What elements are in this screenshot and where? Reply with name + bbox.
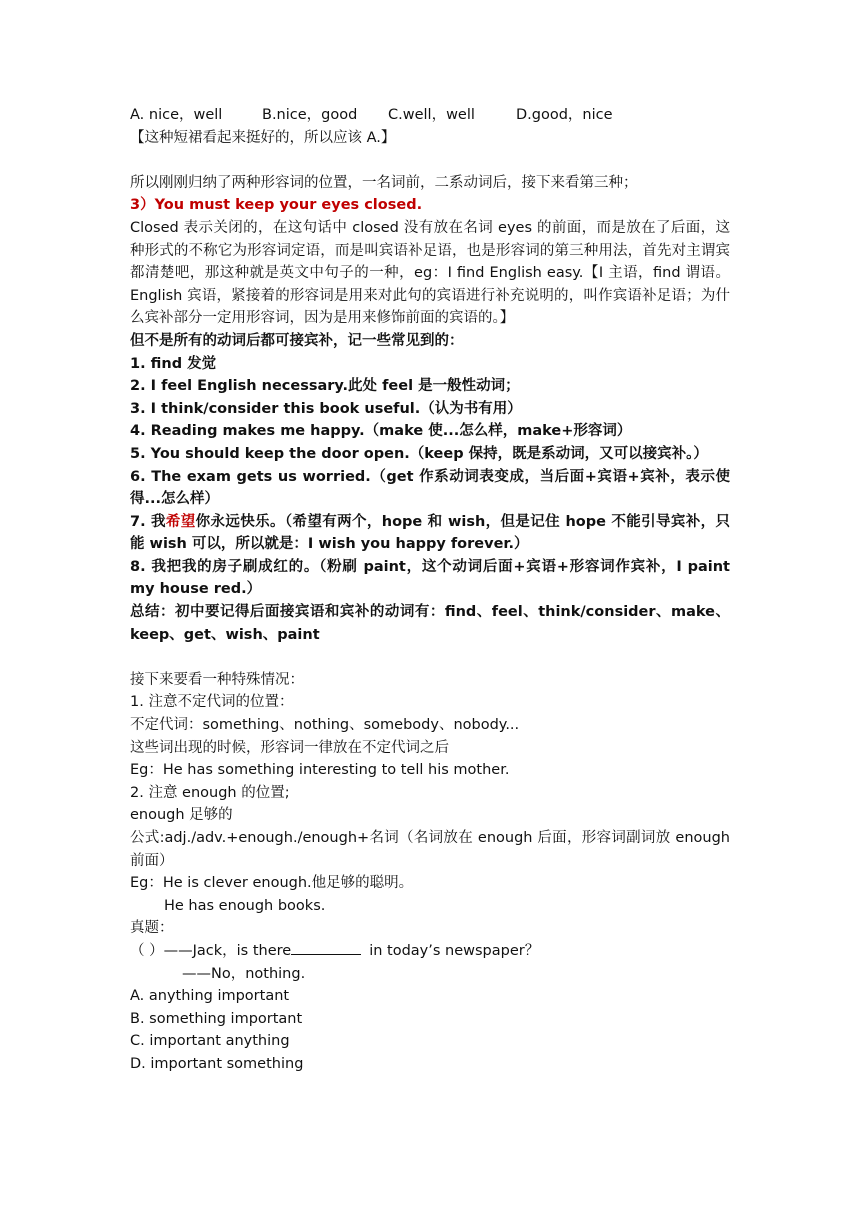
summary: 总结：初中要记得后面接宾语和宾补的动词有：find、feel、think/consider、make、keep、get、wish、paint <box>130 604 730 643</box>
option-d: D.good，nice <box>516 107 613 123</box>
item7-highlight: 希望 <box>165 513 196 530</box>
option-a: A. nice，well <box>130 107 223 123</box>
spacer <box>130 646 730 669</box>
point-2-definition: enough 足够的 <box>130 807 233 824</box>
verbs-intro: 但不是所有的动词后都可接宾补，记一些常见到的： <box>130 332 464 349</box>
exam-option: D. important something <box>130 1055 304 1072</box>
verb-item: 2. I feel English necessary.此处 feel 是一般性动词； <box>130 378 520 395</box>
verb-item: 6. The exam gets us worried.（get 作系动词表变成，当后面+宾语+宾补，表示使得...怎么样） <box>130 468 730 508</box>
verb-item: 4. Reading makes me happy.（make 使...怎么样，make+形容词） <box>130 423 632 440</box>
verb-item: 5. You should keep the door open.（keep 保持，既是系动词，又可以接宾补。） <box>130 445 708 462</box>
point-1-rule: 这些词出现的时候，形容词一律放在不定代词之后 <box>130 739 449 756</box>
point-2-title: 2. 注意 enough 的位置; <box>130 784 290 801</box>
example-3-title: 3）You must keep your eyes closed. <box>130 197 423 214</box>
exam-question-post: in today’s newspaper？ <box>369 942 540 959</box>
intro-third-usage: 所以刚刚归纳了两种形容词的位置，一名词前，二系动词后，接下来看第三种； <box>130 174 638 191</box>
item7-post: 你永远快乐。（希望有两个，hope 和 wish，但是记住 hope 不能引导宾补，只能 wish 可以，所以就是：I wish you happy forever.） <box>130 513 730 553</box>
point-1-definition: 不定代词：something、nothing、somebody、nobody... <box>130 717 520 734</box>
verb-item-7 <box>130 511 730 556</box>
point-2-example-2: He has enough books. <box>164 897 326 914</box>
point-1-title: 1. 注意不定代词的位置： <box>130 694 294 711</box>
exam-answer: ——No，nothing. <box>182 965 306 982</box>
question-explanation: 【这种短裙看起来挺好的，所以应该 A.】 <box>130 129 396 146</box>
exam-title: 真题： <box>130 920 174 937</box>
verb-item-8: 8. 我把我的房子刷成红的。（粉刷 paint，这个动词后面+宾语+形容词作宾补，I paint my house red.） <box>130 558 730 598</box>
verb-item: 1. find 发觉 <box>130 355 217 372</box>
spacer <box>130 149 730 172</box>
option-c: C.well，well <box>388 107 475 123</box>
exam-question <box>130 940 730 963</box>
exam-option: C. important anything <box>130 1033 290 1050</box>
exam-option: B. something important <box>130 1010 303 1027</box>
item7-pre: 7. 我 <box>130 513 166 530</box>
answer-blank <box>291 940 361 955</box>
point-1-example: Eg：He has something interesting to tell his mother. <box>130 762 510 779</box>
exam-option: A. anything important <box>130 988 290 1005</box>
point-2-formula: 公式:adj./adv.+enough./enough+名词（名词放在 enough 后面，形容词副词放 enough 前面） <box>130 830 730 869</box>
special-intro: 接下来要看一种特殊情况： <box>130 671 304 688</box>
question-options <box>130 104 730 127</box>
verb-item: 3. I think/consider this book useful.（认为书有用） <box>130 400 522 417</box>
exam-question-pre: （ ）——Jack，is there <box>130 942 292 959</box>
document-page <box>130 104 730 1076</box>
closed-paragraph: Closed 表示关闭的，在这句话中 closed 没有放在名词 eyes 的前面，而是放在了后面，这种形式的不称它为形容词定语，而是叫宾语补足语，也是形容词的第三种用法，首先对主谓宾都清楚吧，那这种就是英文中句子的一种，eg：I find English easy.【I 主语，find 谓语。English 宾语，紧接着的形容词是用来对此句的宾语进行补充说明的，叫作宾语补足语；为什么宾补部分一定用形容词，因为是用来修饰前面的宾语的。】 <box>130 219 730 327</box>
option-b: B.nice，good <box>262 107 358 123</box>
point-2-example-1: Eg：He is clever enough.他足够的聪明。 <box>130 875 414 892</box>
